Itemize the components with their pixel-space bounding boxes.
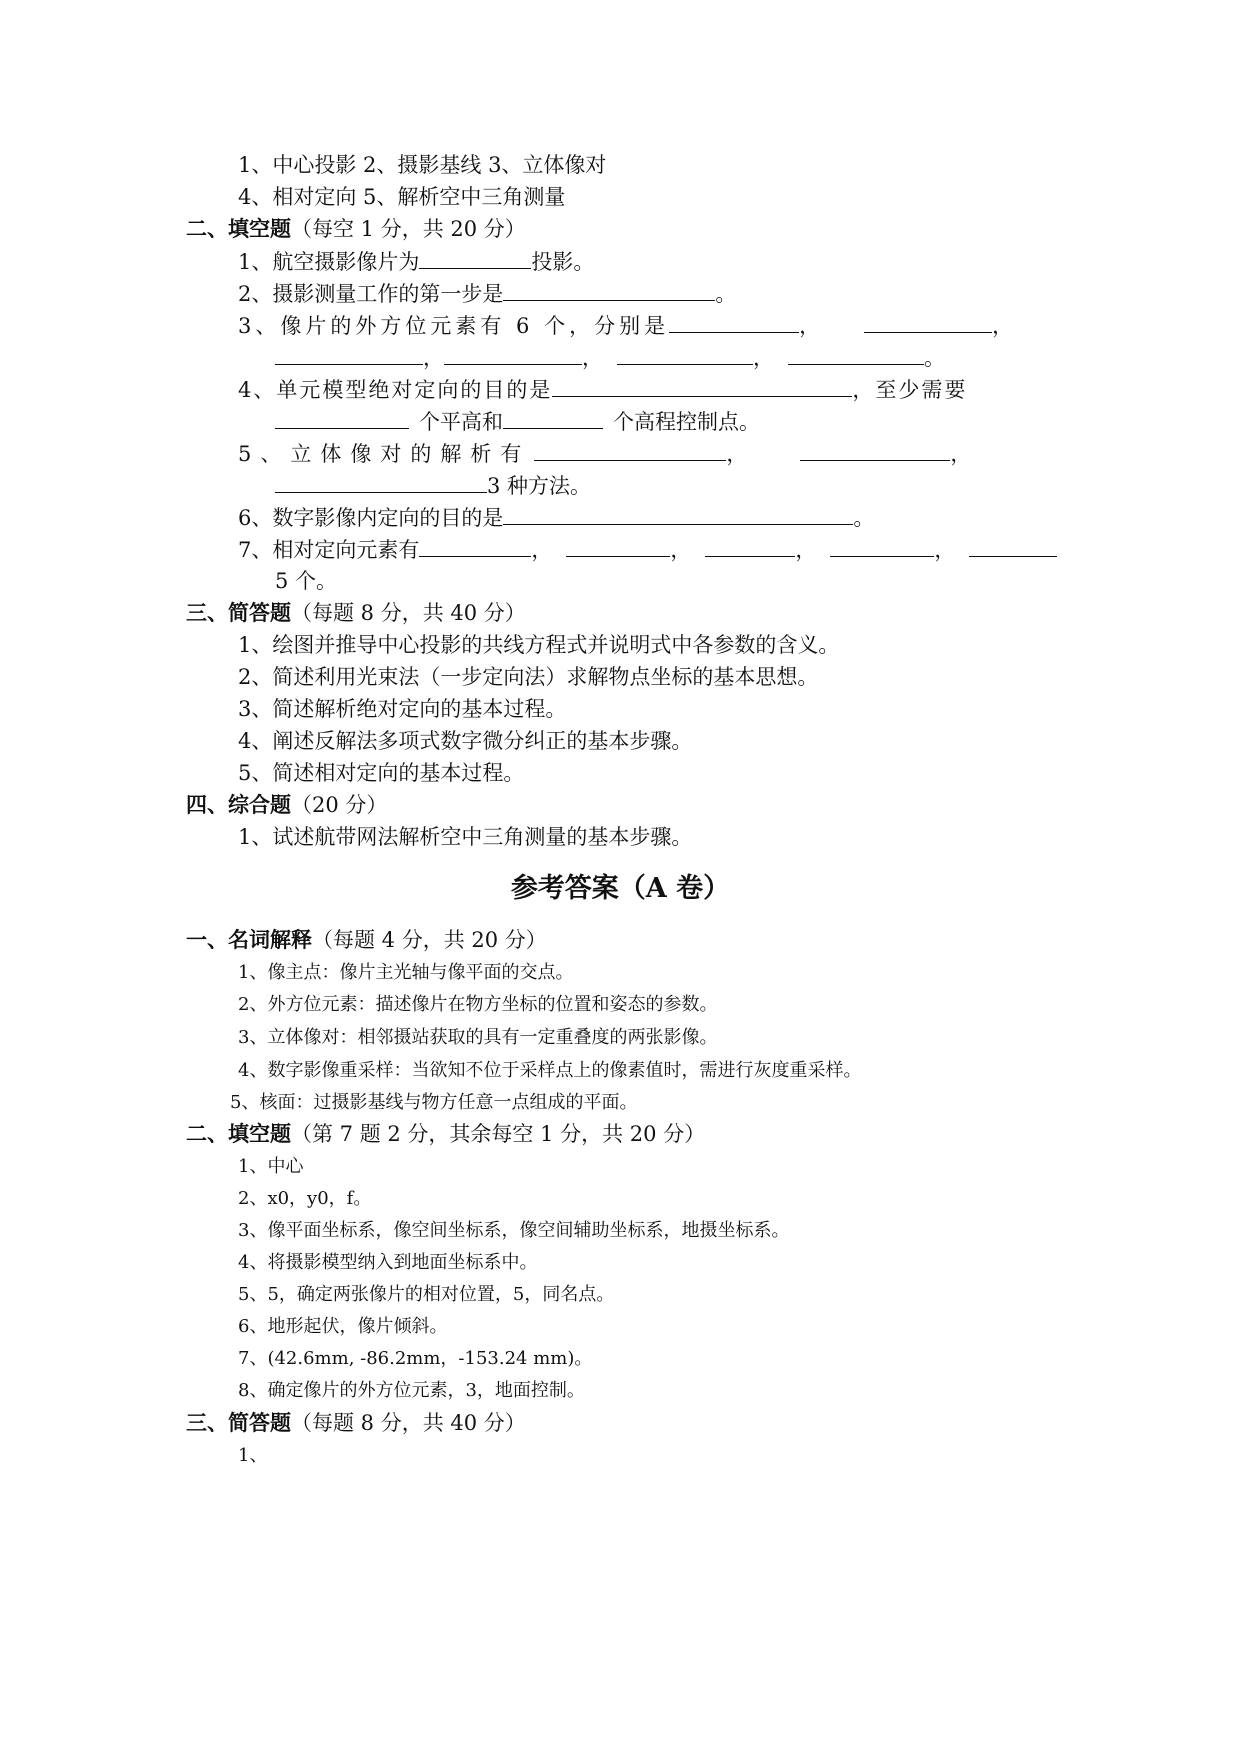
section-heading-short-answer: 三、简答题（每题 8 分，共 40 分） bbox=[186, 600, 526, 625]
answer-1-3: 3、立体像对：相邻摄站获取的具有一定重叠度的两张影像。 bbox=[238, 1027, 718, 1048]
question-2-2: 2、摄影测量工作的第一步是 。 bbox=[238, 282, 737, 306]
answer-2-8: 8、确定像片的外方位元素，3，地面控制。 bbox=[238, 1380, 585, 1401]
answer-blank bbox=[705, 536, 795, 557]
answer-1-1: 1、像主点：像片主光轴与像平面的交点。 bbox=[238, 962, 574, 983]
answer-blank bbox=[419, 248, 531, 269]
answer-2-1: 1、中心 bbox=[238, 1156, 304, 1177]
answer-2-7: 7、(42.6mm, -86.2mm，-153.24 mm)。 bbox=[238, 1348, 593, 1369]
answer-1-4: 4、数字影像重采样：当欲知不位于采样点上的像素值时，需进行灰度重采样。 bbox=[238, 1060, 862, 1081]
question-4-1: 1、试述航带网法解析空中三角测量的基本步骤。 bbox=[238, 825, 693, 849]
answer-blank bbox=[830, 536, 934, 557]
question-3-5: 5、简述相对定向的基本过程。 bbox=[238, 761, 525, 785]
answer-2-6: 6、地形起伏，像片倾斜。 bbox=[238, 1316, 448, 1337]
answer-blank bbox=[669, 312, 799, 333]
answer-blank bbox=[864, 312, 992, 333]
answer-blank bbox=[534, 440, 726, 461]
answer-2-3: 3、像平面坐标系，像空间坐标系，像空间辅助坐标系，地摄坐标系。 bbox=[238, 1220, 790, 1241]
question-2-7: 7、相对定向元素有 ， ， ， ， bbox=[238, 536, 1057, 563]
answer-key-title: 参考答案（A 卷） bbox=[510, 873, 731, 904]
answer-3-1: 1、 bbox=[238, 1445, 268, 1466]
answer-2-4: 4、将摄影模型纳入到地面坐标系中。 bbox=[238, 1252, 538, 1273]
answer-blank bbox=[444, 344, 582, 365]
question-3-2: 2、简述利用光束法（一步定向法）求解物点坐标的基本思想。 bbox=[238, 665, 819, 689]
answer-1-2: 2、外方位元素：描述像片在物方坐标的位置和姿态的参数。 bbox=[238, 994, 718, 1015]
answer-heading-fill-blank: 二、填空题（第 7 题 2 分，其余每空 1 分，共 20 分） bbox=[186, 1121, 706, 1146]
answer-blank bbox=[969, 536, 1057, 557]
question-2-4: 4、单元模型绝对定向的目的是 ，至少需要 bbox=[238, 378, 968, 402]
answer-blank bbox=[275, 408, 409, 429]
question-2-7-cont: 5 个。 bbox=[275, 569, 338, 593]
question-2-4-cont: 个平高和 个高程控制点。 bbox=[275, 408, 760, 435]
answer-blank bbox=[566, 536, 670, 557]
section-heading-fill-blank: 二、填空题（每空 1 分，共 20 分） bbox=[186, 216, 526, 241]
answer-blank bbox=[503, 504, 853, 525]
answer-2-5: 5、5，确定两张像片的相对位置，5，同名点。 bbox=[238, 1284, 615, 1305]
term-line-1: 1、中心投影 2、摄影基线 3、立体像对 bbox=[238, 153, 607, 177]
question-2-1: 1、航空摄影像片为 投影。 bbox=[238, 250, 595, 274]
question-3-1: 1、绘图并推导中心投影的共线方程式并说明式中各参数的含义。 bbox=[238, 633, 840, 657]
answer-1-5: 5、核面：过摄影基线与物方任意一点组成的平面。 bbox=[230, 1092, 638, 1113]
term-line-2: 4、相对定向 5、解析空中三角测量 bbox=[238, 185, 566, 209]
answer-blank bbox=[275, 472, 487, 493]
question-2-3: 3、像片的外方位元素有 6 个，分别是 ， ， bbox=[238, 314, 1018, 338]
section-heading-comprehensive: 四、综合题（20 分） bbox=[186, 792, 388, 817]
answer-blank bbox=[503, 408, 603, 429]
answer-2-2: 2、x0，y0，f。 bbox=[238, 1188, 372, 1209]
question-3-3: 3、简述解析绝对定向的基本过程。 bbox=[238, 697, 567, 721]
question-3-4: 4、阐述反解法多项式数字微分纠正的基本步骤。 bbox=[238, 729, 693, 753]
answer-blank bbox=[275, 344, 423, 365]
answer-blank bbox=[788, 344, 924, 365]
answer-blank bbox=[800, 440, 950, 461]
question-2-5: 5、立体像对的解析有 ， ， bbox=[238, 442, 981, 466]
answer-blank bbox=[617, 344, 753, 365]
question-2-3-cont: ， ， ， 。 bbox=[275, 344, 945, 371]
answer-blank bbox=[419, 536, 531, 557]
answer-blank bbox=[552, 376, 852, 397]
answer-heading-short-answer: 三、简答题（每题 8 分，共 40 分） bbox=[186, 1410, 526, 1435]
question-2-5-cont: 3 种方法。 bbox=[275, 472, 591, 499]
answer-heading-terms: 一、名词解释（每题 4 分，共 20 分） bbox=[186, 927, 547, 952]
answer-blank bbox=[503, 280, 715, 301]
question-2-6: 6、数字影像内定向的目的是 。 bbox=[238, 506, 875, 530]
